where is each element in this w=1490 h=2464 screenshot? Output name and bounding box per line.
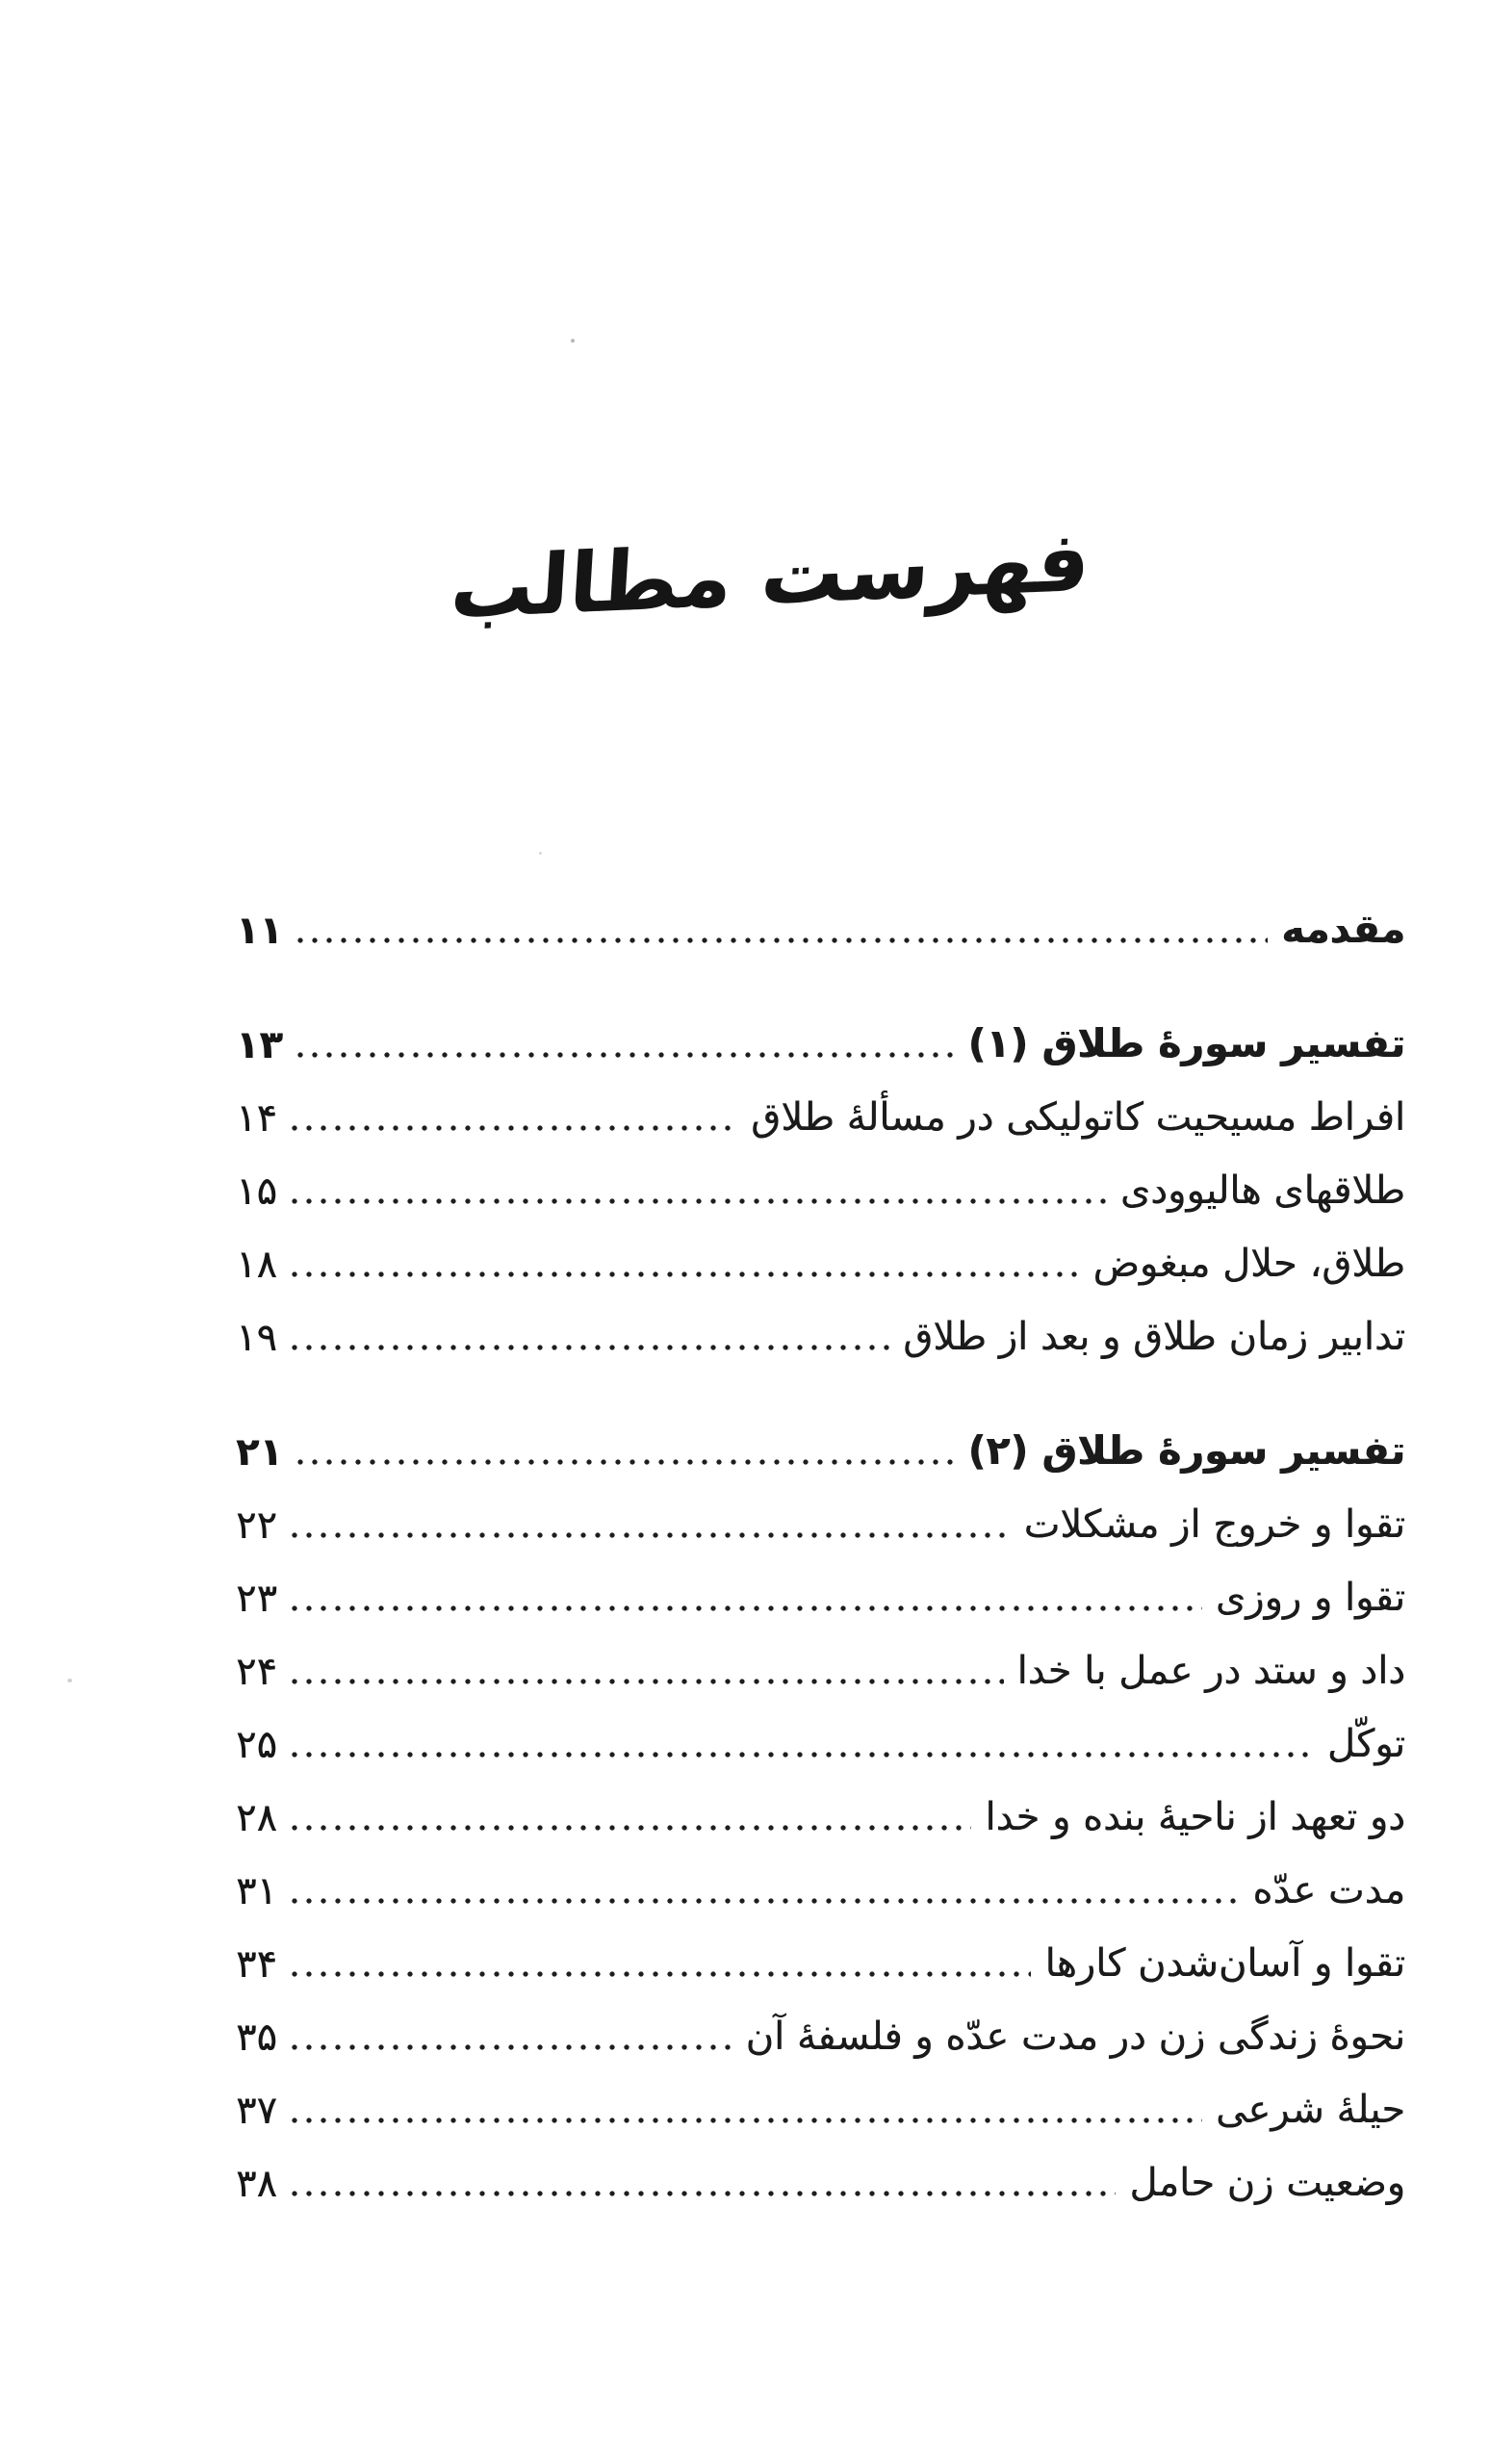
dotted-leader bbox=[291, 1196, 1107, 1206]
toc-entry-label: تفسیر سورهٔ طلاق (۱) bbox=[967, 1020, 1405, 1067]
dotted-leader bbox=[291, 1823, 971, 1833]
toc-entry bbox=[236, 1168, 1405, 1213]
page-title: فهرست مطالب bbox=[447, 513, 1093, 638]
toc-entry bbox=[236, 907, 1405, 952]
scan-speck bbox=[539, 852, 542, 855]
dotted-leader bbox=[291, 1604, 1202, 1613]
toc-entry-label: مقدمه bbox=[1281, 906, 1405, 952]
toc-entry bbox=[236, 1095, 1405, 1140]
toc-entry-page-number: ۱۴ bbox=[236, 1096, 277, 1142]
toc-entry-page-number: ۳۸ bbox=[236, 2162, 277, 2207]
toc-entry bbox=[236, 2161, 1405, 2205]
toc-entry-page-number: ۳۷ bbox=[236, 2089, 277, 2134]
dotted-leader bbox=[291, 1270, 1079, 1279]
toc-entry bbox=[236, 1868, 1405, 1912]
scan-speck bbox=[571, 339, 575, 343]
dotted-leader bbox=[291, 1750, 1314, 1759]
toc-entry bbox=[236, 1722, 1405, 1766]
toc-entry-page-number: ۲۸ bbox=[236, 1796, 277, 1841]
toc-entry-label: تفسیر سورهٔ طلاق (۲) bbox=[967, 1427, 1405, 1475]
toc-entry bbox=[236, 1576, 1405, 1620]
toc-entry-label: وضعیت زن حامل bbox=[1129, 2161, 1405, 2206]
dotted-leader bbox=[296, 1050, 955, 1060]
toc-entry-label: داد و ستد در عمل با خدا bbox=[1016, 1649, 1405, 1694]
toc-entry bbox=[236, 1315, 1405, 1359]
toc-entry-page-number: ۲۲ bbox=[236, 1503, 277, 1549]
dotted-leader bbox=[291, 1343, 889, 1352]
dotted-leader bbox=[291, 1530, 1011, 1540]
toc-entry-page-number: ۳۵ bbox=[236, 2015, 277, 2061]
toc-entry-label: مدت عدّه bbox=[1252, 1868, 1405, 1913]
toc-entry-page-number: ۳۱ bbox=[236, 1869, 277, 1914]
toc-entry-label: طلاق، حلال مبغوض bbox=[1092, 1242, 1405, 1287]
toc-entry-page-number: ۲۳ bbox=[236, 1577, 277, 1622]
toc-entry bbox=[236, 1021, 1405, 1066]
toc-entry-page-number: ۱۳ bbox=[236, 1023, 283, 1068]
toc-entry-page-number: ۲۱ bbox=[236, 1430, 283, 1476]
toc-entry-page-number: ۳۴ bbox=[236, 1942, 277, 1988]
dotted-leader bbox=[291, 1969, 1032, 1979]
toc-entry-page-number: ۱۵ bbox=[236, 1169, 277, 1215]
page-title-wrap bbox=[0, 513, 1490, 638]
dotted-leader bbox=[291, 2116, 1202, 2125]
toc-entry-page-number: ۲۵ bbox=[236, 1723, 277, 1768]
toc-entry bbox=[236, 1428, 1405, 1474]
toc-entry bbox=[236, 1649, 1405, 1693]
toc-entry bbox=[236, 1941, 1405, 1986]
toc-entry-label: نحوهٔ زندگی زن در مدت عدّه و فلسفهٔ آن bbox=[745, 2015, 1405, 2060]
dotted-leader bbox=[291, 1123, 737, 1133]
toc-entry-label: افراط مسیحیت کاتولیکی در مسألهٔ طلاق bbox=[751, 1095, 1405, 1141]
dotted-leader bbox=[291, 1677, 1004, 1686]
dotted-leader bbox=[296, 936, 1268, 945]
table-of-contents bbox=[236, 878, 1405, 2205]
toc-entry bbox=[236, 1795, 1405, 1839]
toc-entry bbox=[236, 2015, 1405, 2059]
dotted-leader bbox=[291, 2042, 732, 2052]
toc-entry-label: حیلهٔ شرعی bbox=[1216, 2088, 1405, 2133]
toc-entry-page-number: ۱۸ bbox=[236, 1243, 277, 1288]
dotted-leader bbox=[291, 2189, 1116, 2198]
toc-entry-page-number: ۱۹ bbox=[236, 1316, 277, 1361]
toc-entry bbox=[236, 1242, 1405, 1286]
toc-entry-label: تقوا و آسان‌شدن کارها bbox=[1044, 1941, 1405, 1987]
toc-entry-label: توکّل bbox=[1326, 1722, 1405, 1767]
toc-entry bbox=[236, 1502, 1405, 1547]
toc-entry-label: تقوا و خروج از مشکلات bbox=[1023, 1502, 1405, 1548]
toc-entry-page-number: ۱۱ bbox=[236, 909, 283, 954]
toc-entry-label: تدابیر زمان طلاق و بعد از طلاق bbox=[903, 1315, 1405, 1360]
scan-speck bbox=[67, 1679, 72, 1682]
toc-entry-label: تقوا و روزی bbox=[1215, 1576, 1405, 1621]
toc-entry-label: دو تعهد از ناحیهٔ بنده و خدا bbox=[985, 1795, 1405, 1840]
toc-entry-page-number: ۲۴ bbox=[236, 1650, 277, 1695]
toc-entry bbox=[236, 2088, 1405, 2132]
toc-entry-label: طلاقهای هالیوودی bbox=[1119, 1168, 1405, 1214]
dotted-leader bbox=[296, 1457, 955, 1467]
dotted-leader bbox=[291, 1896, 1239, 1906]
